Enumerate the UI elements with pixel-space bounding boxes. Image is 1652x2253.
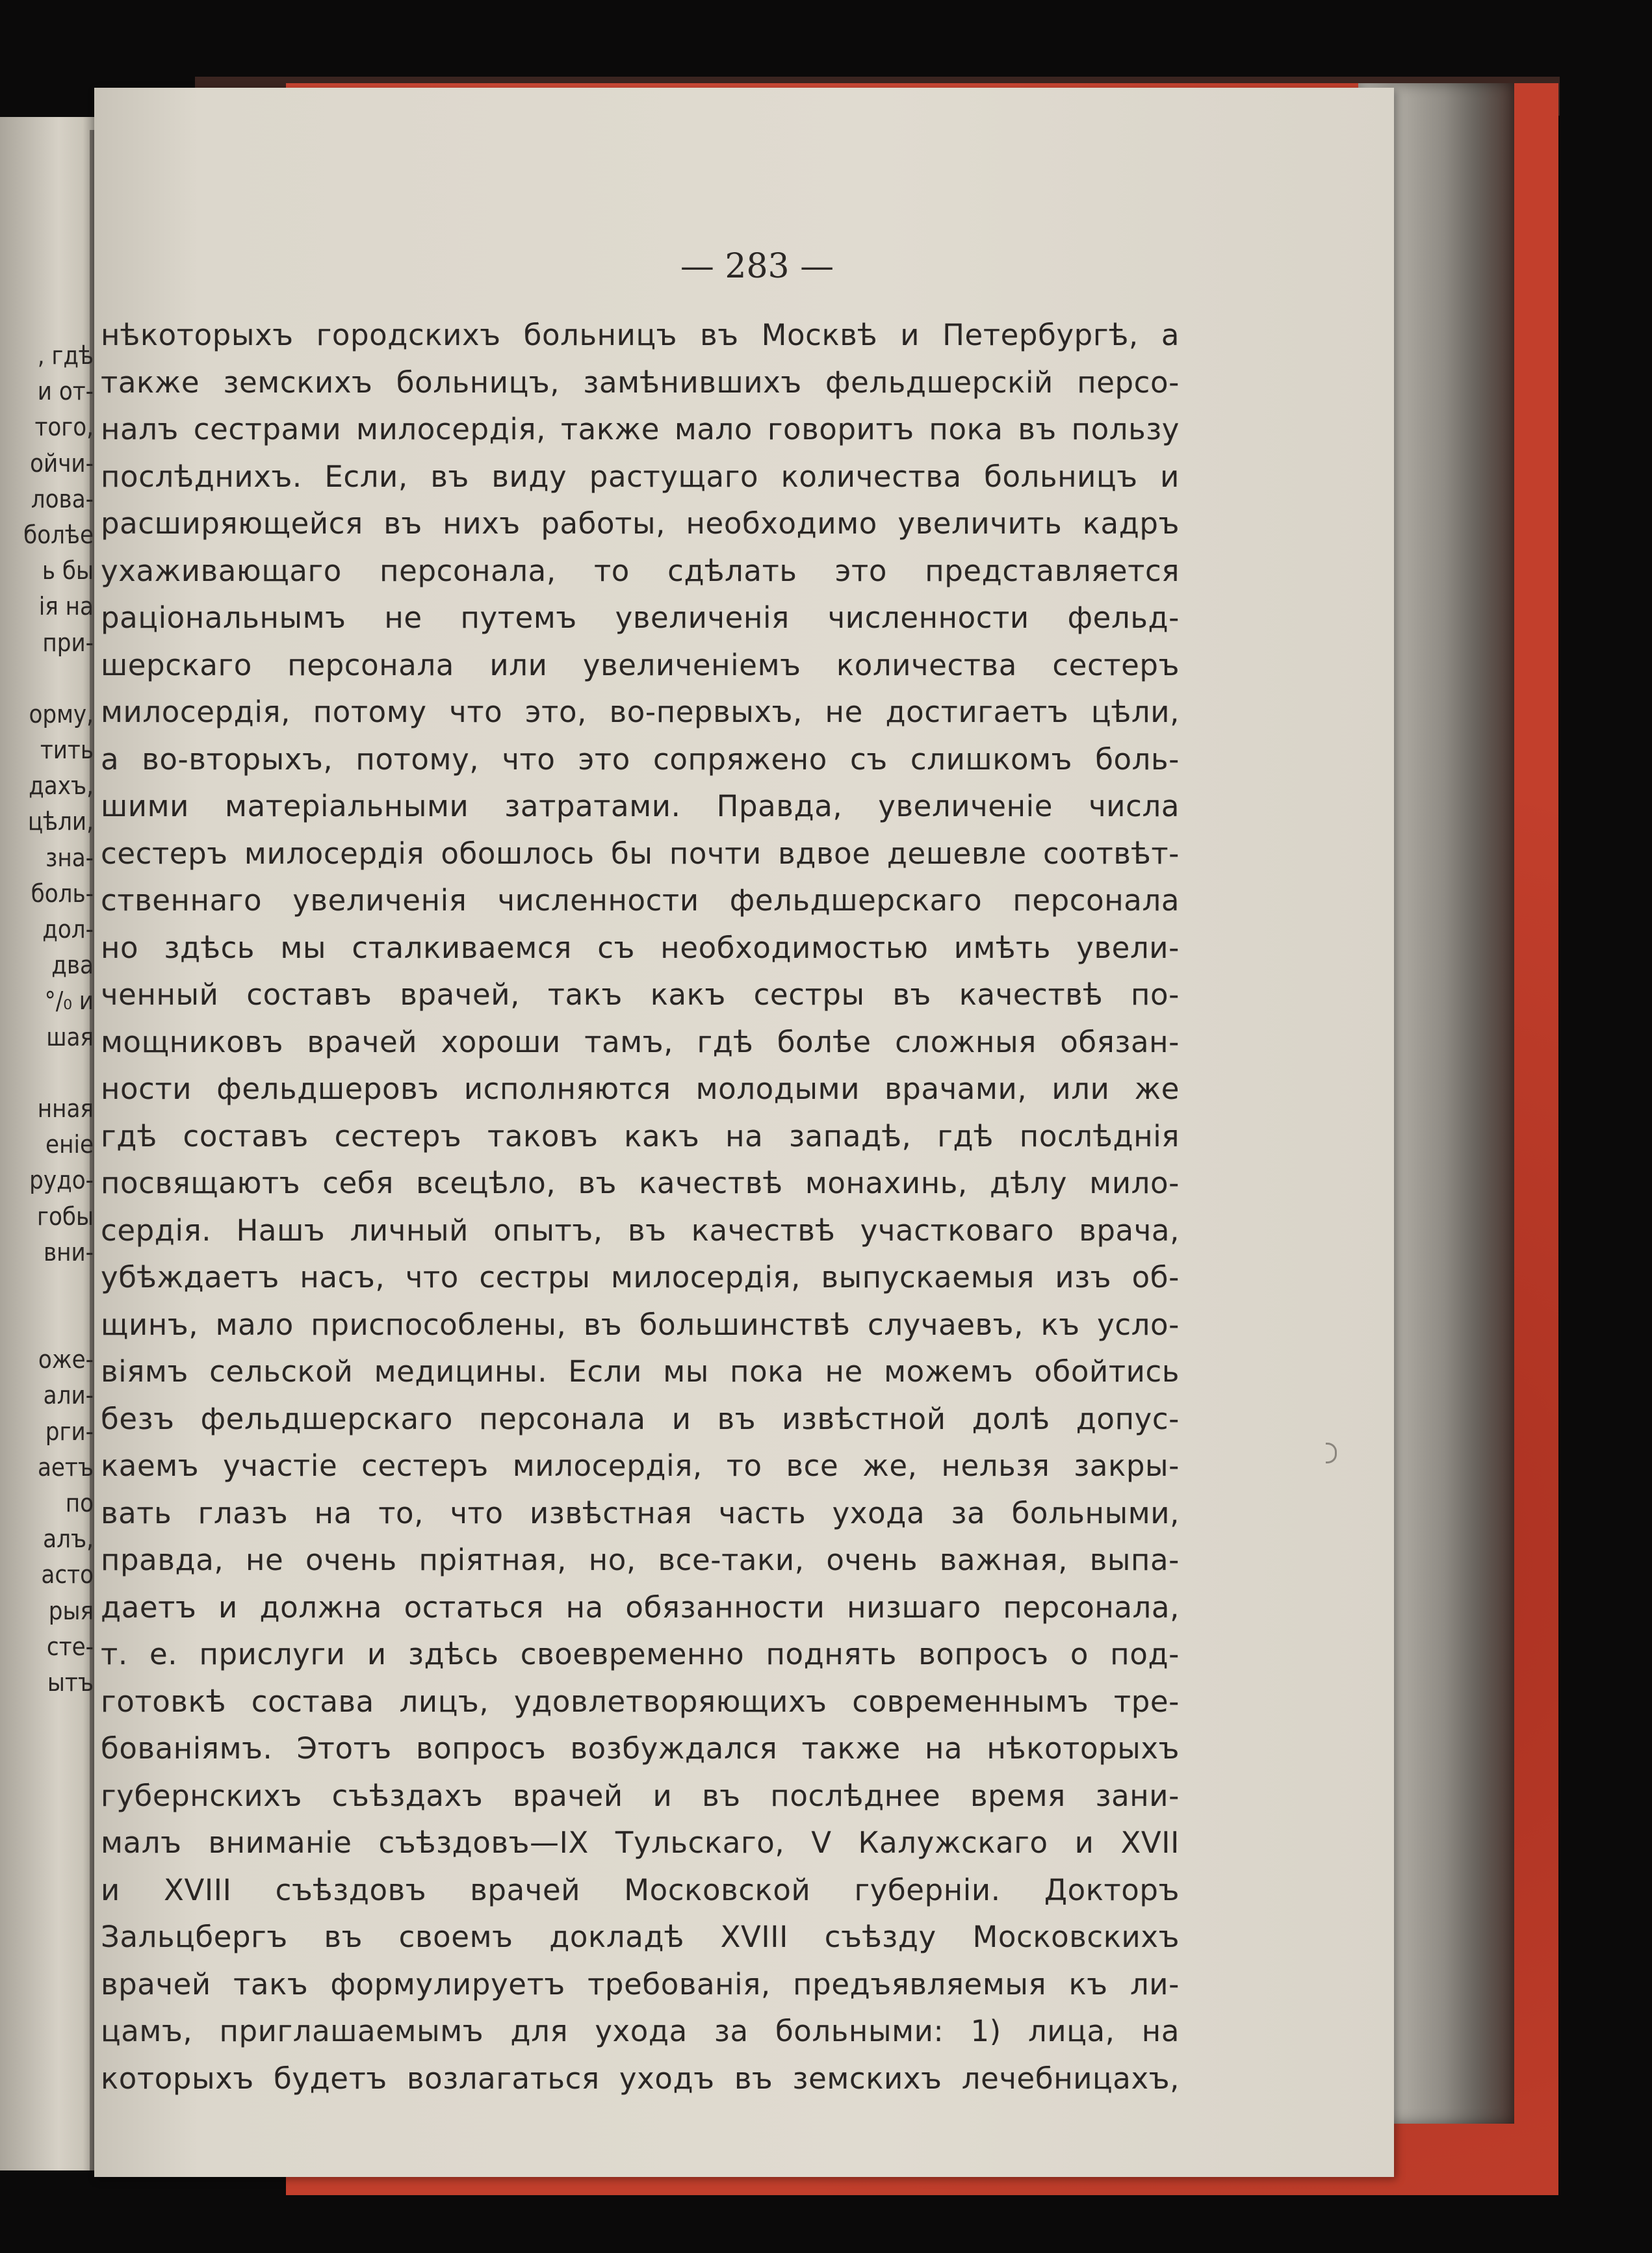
left-text-fragment: асто bbox=[41, 1560, 94, 1590]
text-line: врачей такъ формулируетъ требованія, предъявляемыя къ ли- bbox=[101, 1966, 1180, 2002]
left-text-fragment bbox=[0, 1270, 97, 1306]
text-line: каемъ участіе сестеръ милосердія, то все же, нельзя закры- bbox=[101, 1448, 1180, 1483]
text-line: бованіямъ. Этотъ вопросъ возбуждался также на нѣкоторыхъ bbox=[101, 1731, 1180, 1766]
text-line: сердія. Нашъ личный опытъ, въ качествѣ участковаго врача, bbox=[101, 1213, 1180, 1248]
left-text-fragment: и от- bbox=[37, 377, 94, 406]
left-text-fragment: рыя bbox=[48, 1596, 94, 1625]
left-text-fragment: цѣли, bbox=[27, 807, 94, 836]
text-line: которыхъ будетъ возлагаться уходъ въ земскихъ лечебницахъ, bbox=[101, 2061, 1180, 2096]
left-text-fragment: того, bbox=[34, 413, 94, 442]
left-text-fragment: оже- bbox=[38, 1345, 94, 1374]
text-line: даетъ и должна остаться на обязанности низшаго персонала, bbox=[101, 1590, 1180, 1625]
left-text-fragment: али- bbox=[43, 1381, 94, 1410]
text-line: нѣкоторыхъ городскихъ больницъ въ Москвѣ и Петербургѣ, а bbox=[101, 318, 1180, 352]
text-line: щинъ, мало приспособлены, въ большинствѣ случаевъ, къ усло- bbox=[101, 1307, 1180, 1342]
text-line: ухаживающаго персонала, то сдѣлать это представляется bbox=[101, 553, 1180, 588]
page-number: — 283 — bbox=[680, 247, 834, 286]
left-text-fragment: °/₀ и bbox=[44, 986, 94, 1016]
left-text-fragment: нная bbox=[37, 1094, 94, 1123]
left-text-fragment bbox=[0, 1055, 97, 1091]
left-text-fragment bbox=[0, 661, 97, 697]
left-text-fragment: по bbox=[65, 1489, 94, 1517]
left-text-fragment: ойчи- bbox=[30, 448, 94, 478]
text-line: мощниковъ врачей хороши тамъ, гдѣ болѣе сложныя обязан- bbox=[101, 1024, 1180, 1059]
left-text-fragment: рги- bbox=[45, 1417, 94, 1446]
text-line: шими матеріальными затратами. Правда, увеличеніе числа bbox=[101, 789, 1180, 823]
text-line: правда, не очень пріятная, но, все-таки, очень важная, выпа- bbox=[101, 1543, 1180, 1577]
left-text-fragment: зна- bbox=[45, 843, 94, 872]
text-line: малъ вниманіе съѣздовъ—IX Тульскаго, V Калужскаго и XVII bbox=[101, 1825, 1180, 1860]
left-text-fragment: при- bbox=[42, 628, 94, 657]
text-line: также земскихъ больницъ, замѣнившихъ фельдшерскій персо- bbox=[101, 365, 1180, 400]
text-line: раціональнымъ не путемъ увеличенія численности фельд- bbox=[101, 600, 1180, 635]
text-line: милосердія, потому что это, во-первыхъ, не достигаетъ цѣли, bbox=[101, 695, 1180, 729]
page-mark bbox=[1326, 1443, 1337, 1463]
left-text-fragment: гобы bbox=[37, 1202, 94, 1231]
text-line: посвящаютъ себя всецѣло, въ качествѣ монахинь, дѣлу мило- bbox=[101, 1166, 1180, 1200]
text-line: и XVIII съѣздовъ врачей Московской губерніи. Докторъ bbox=[101, 1872, 1180, 1907]
text-line: ственнаго увеличенія численности фельдшерскаго персонала bbox=[101, 883, 1180, 918]
text-line: вать глазъ на то, что извѣстная часть ухода за больными, bbox=[101, 1495, 1180, 1530]
left-text-fragment: ытъ bbox=[47, 1667, 94, 1697]
text-line: віямъ сельской медицины. Если мы пока не можемъ обойтись bbox=[101, 1354, 1180, 1389]
text-line: шерскаго персонала или увеличеніемъ количества сестеръ bbox=[101, 647, 1180, 682]
left-text-fragment: , гдѣ bbox=[37, 341, 94, 370]
text-line: т. е. прислуги и здѣсь своевременно поднять вопросъ о под- bbox=[101, 1637, 1180, 1671]
left-text-fragment: сте- bbox=[46, 1632, 94, 1661]
text-line: сестеръ милосердія обошлось бы почти вдвое дешевле соотвѣт- bbox=[101, 836, 1180, 871]
text-line: убѣждаетъ насъ, что сестры милосердія, выпускаемыя изъ об- bbox=[101, 1260, 1180, 1294]
left-text-fragment: дол- bbox=[42, 915, 94, 944]
text-line: готовкѣ состава лицъ, удовлетворяющихъ современнымъ тре- bbox=[101, 1684, 1180, 1719]
text-line: Зальцбергъ въ своемъ докладѣ XVIII съѣзду Московскихъ bbox=[101, 1920, 1180, 1954]
text-line: губернскихъ съѣздахъ врачей и въ послѣднее время зани- bbox=[101, 1778, 1180, 1813]
left-text-fragment: дахъ, bbox=[29, 771, 94, 801]
text-line: но здѣсь мы сталкиваемся съ необходимостью имѣть увели- bbox=[101, 930, 1180, 965]
text-line: цамъ, приглашаемымъ для ухода за больными: 1) лица, на bbox=[101, 2014, 1180, 2048]
left-text-fragment: два bbox=[51, 951, 94, 980]
left-text-fragment: алъ, bbox=[43, 1525, 94, 1554]
left-text-fragment: ь бы bbox=[42, 556, 94, 586]
left-text-fragment: шая bbox=[46, 1022, 94, 1051]
text-line: налъ сестрами милосердія, также мало говоритъ пока въ пользу bbox=[101, 412, 1180, 446]
left-text-fragment: тить bbox=[40, 736, 94, 765]
left-text-fragment: ія на bbox=[38, 592, 94, 621]
left-text-fragment: лова- bbox=[31, 484, 94, 513]
left-text-fragment: рудо- bbox=[29, 1166, 94, 1195]
text-line: ченный составъ врачей, такъ какъ сестры въ качествѣ по- bbox=[101, 977, 1180, 1012]
left-page-text bbox=[0, 338, 97, 1701]
left-text-fragment bbox=[0, 1306, 97, 1342]
text-line: гдѣ составъ сестеръ таковъ какъ на западѣ, гдѣ послѣднія bbox=[101, 1118, 1180, 1153]
page-body-text bbox=[101, 312, 1180, 2102]
left-text-fragment: аетъ bbox=[37, 1452, 94, 1482]
left-text-fragment: вни- bbox=[43, 1237, 94, 1267]
left-text-fragment: еніе bbox=[45, 1130, 94, 1159]
text-line: безъ фельдшерскаго персонала и въ извѣстной долѣ допус- bbox=[101, 1401, 1180, 1436]
left-text-fragment: боль- bbox=[31, 879, 94, 908]
text-line: ности фельдшеровъ исполняются молодыми врачами, или же bbox=[101, 1072, 1180, 1106]
left-text-fragment: орму, bbox=[29, 699, 94, 728]
text-line: расширяющейся въ нихъ работы, необходимо увеличить кадръ bbox=[101, 506, 1180, 541]
text-line: послѣднихъ. Если, въ виду растущаго количества больницъ и bbox=[101, 459, 1180, 494]
text-line: а во-вторыхъ, потому, что это сопряжено съ слишкомъ боль- bbox=[101, 741, 1180, 777]
left-text-fragment: болѣе bbox=[23, 520, 94, 549]
right-page bbox=[94, 88, 1394, 2177]
